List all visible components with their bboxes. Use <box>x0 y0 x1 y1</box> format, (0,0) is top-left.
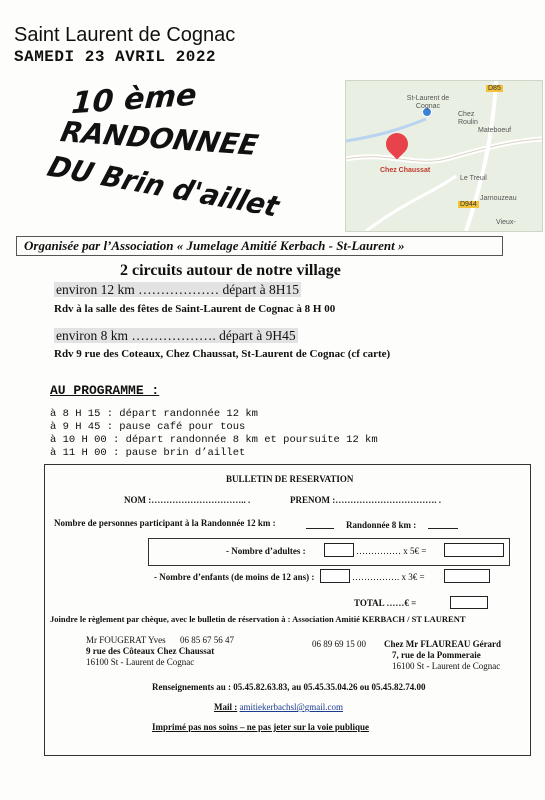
mail-label: Mail : <box>214 702 238 712</box>
mail-link[interactable]: amitiekerbachsl@gmail.com <box>239 702 344 712</box>
total-amount-box[interactable] <box>450 596 488 609</box>
event-date: SAMEDI 23 AVRIL 2022 <box>14 48 217 66</box>
map-label-st-laurent: St-Laurent de Cognac <box>406 95 450 110</box>
contact1-phone: 06 85 67 56 47 <box>180 635 234 645</box>
reglement-instructions: Joindre le règlement par chèque, avec le bulletin de réservation à : Association Amitié KERBACH / ST LAURENT <box>50 614 466 624</box>
event-title-brin-daillet: DU Brin d'aillet <box>43 149 284 224</box>
renseignements-line: Renseignements au : 05.45.82.63.83, au 05.45.35.04.26 ou 05.45.82.74.00 <box>152 682 426 692</box>
contact2-name: Chez Mr FLAUREAU Gérard <box>384 639 502 649</box>
contact1-address: 9 rue des Côteaux Chez Chaussat <box>86 646 215 656</box>
circuit-8km-rdv: Rdv 9 rue des Coteaux, Chez Chaussat, St-Laurent de Cognac (cf carte) <box>54 348 391 360</box>
circuit-8km-line <box>54 328 298 344</box>
road-badge-d944: D944 <box>460 201 477 208</box>
contact1-city: 16100 St - Laurent de Cognac <box>86 657 195 667</box>
enfants-label: - Nombre d’enfants (de moins de 12 ans) : <box>154 572 315 582</box>
programme-item: à 8 H 15 : départ randonnée 12 km <box>50 408 258 420</box>
circuit-12km-rdv: Rdv à la salle des fêtes de Saint-Laurent de Cognac à 8 H 00 <box>54 303 336 315</box>
enfants-amount-box[interactable] <box>444 569 490 583</box>
circuit-12km-text: environ 12 km ……………… départ à 8H15 <box>56 282 299 297</box>
rando-8km-label: Randonnée 8 km : <box>346 520 417 530</box>
adultes-calc: …………… x 5€ = <box>356 546 427 556</box>
adultes-amount-box[interactable] <box>444 543 504 557</box>
adultes-label: - Nombre d’adultes : <box>226 546 306 556</box>
map-label-vieux: Vieux- <box>496 219 516 226</box>
event-title-randonnee: RANDONNEE <box>57 115 262 162</box>
prenom-field[interactable]: PRENOM :……………………………. . <box>290 495 441 505</box>
contact1-name: Mr FOUGERAT Yves <box>86 635 166 645</box>
participants-12km-blank[interactable] <box>306 528 334 529</box>
programme-item: à 10 H 00 : départ randonnée 8 km et poursuite 12 km <box>50 434 378 446</box>
programme-heading: AU PROGRAMME : <box>50 383 160 398</box>
edition-number: 10 ème <box>70 77 198 122</box>
participants-label: Nombre de personnes participant à la Randonnée 12 km : <box>54 518 276 528</box>
location-map <box>345 80 543 232</box>
map-label-mateboeuf: Mateboeuf <box>478 127 512 134</box>
programme-item: à 11 H 00 : pause brin d’aillet <box>50 447 246 459</box>
contact2-phone: 06 89 69 15 00 <box>312 639 366 649</box>
organizer-line: Organisée par l’Association « Jumelage Amitié Kerbach - St-Laurent » <box>24 238 405 253</box>
footer-notice: Imprimé pas nos soins – ne pas jeter sur la voie publique <box>152 722 369 732</box>
circuit-8km-text: environ 8 km ………………. départ à 9H45 <box>56 328 296 343</box>
adultes-count-box[interactable] <box>324 543 354 557</box>
map-label-le-treuil: Le Treuil <box>460 175 487 182</box>
road-badge-d85: D85 <box>488 85 501 92</box>
circuits-heading: 2 circuits autour de notre village <box>120 262 341 279</box>
contact2-city: 16100 St - Laurent de Cognac <box>392 661 501 671</box>
programme-item: à 9 H 45 : pause café pour tous <box>50 421 246 433</box>
reservation-form <box>44 464 531 756</box>
enfants-calc: ……………. x 3€ = <box>352 572 425 582</box>
form-title: BULLETIN DE RESERVATION <box>226 474 354 484</box>
total-label: TOTAL ……€ = <box>354 598 417 608</box>
page-title: Saint Laurent de Cognac <box>14 24 236 46</box>
map-label-chez-chaussat: Chez Chaussat <box>380 167 431 174</box>
circuit-12km-line <box>54 282 301 298</box>
nom-field[interactable]: NOM :………………………….. . <box>124 495 251 505</box>
map-label-chez-roulin: Chez Roulin <box>458 111 478 126</box>
rando-8km-blank[interactable] <box>428 528 458 529</box>
map-label-jarnouzeau: Jarnouzeau <box>480 195 517 202</box>
mail-line <box>214 702 343 712</box>
contact2-address: 7, rue de la Pommeraie <box>392 650 481 660</box>
enfants-count-box[interactable] <box>320 569 350 583</box>
